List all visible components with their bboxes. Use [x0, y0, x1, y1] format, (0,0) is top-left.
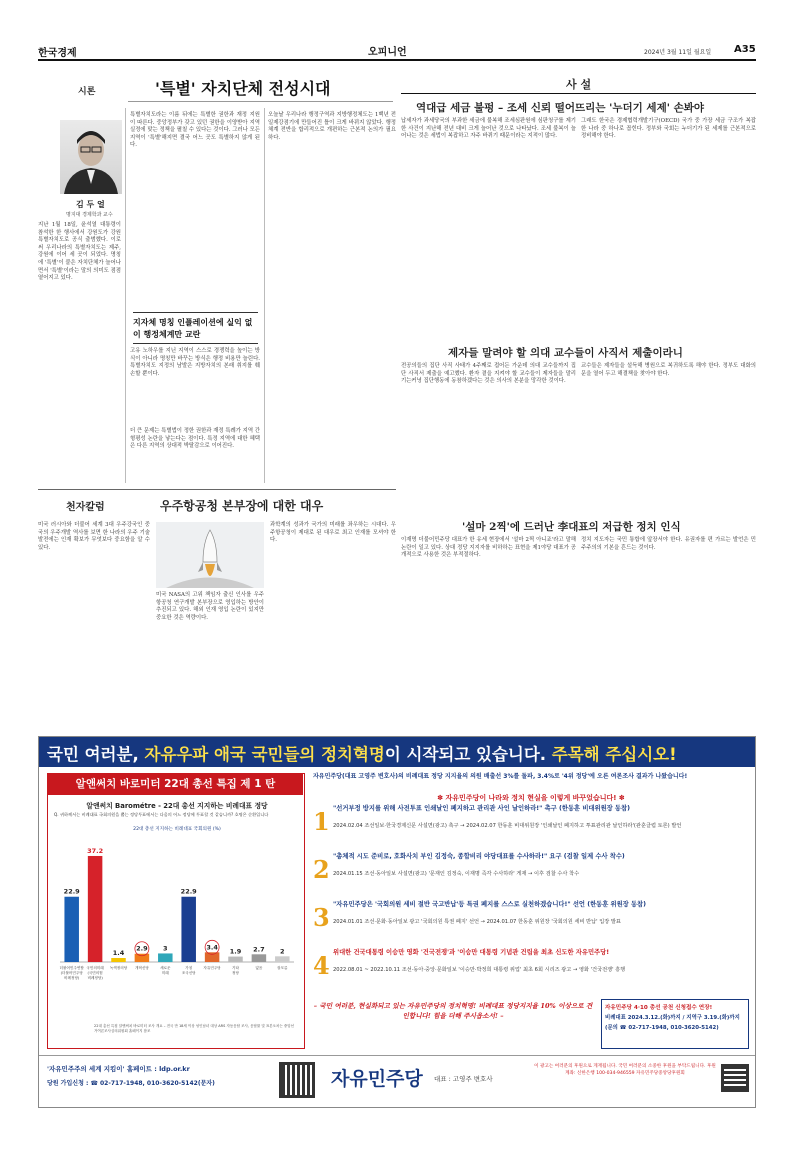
party-representative: 대표 : 고영주 변호사	[434, 1075, 493, 1083]
editorial-body-3b: 정치 지도자는 국민 통합에 앞장서야 한다. 유권자를 편 가르는 발언은 민주주의의 기본을 흔드는 것이다.	[581, 537, 756, 551]
editorial-title-2: 제자들 말려야 할 의대 교수들이 사직서 제출이라니	[448, 347, 683, 359]
point-number: 2	[313, 855, 330, 884]
point-body: 2024.01.01 조선·문화·동아일보 광고 '국회의원 특권 폐지' 선언 → 2024.01.07 한동훈 위원장 '국회의원 세비 반납' 입장 발표	[333, 919, 621, 925]
column-body-5: 오늘날 우리나라 행정구역과 지방행정체도는 1백년 전 일제강점기에 만들어진 틀이 크게 바뀌지 않았다. 행정체계 전반을 합리적으로 개편하는 근본적 논의가 필요하다.	[268, 112, 398, 141]
chart-category-label: 국민의미래 (국민의힘 비례정당)	[86, 966, 104, 980]
ad-headline-highlight: 자유우파 애국 국민들의 정치혁명	[144, 745, 385, 764]
poll-caption: 22대 총선 지지하는 비례대표 국회의원 (%)	[133, 827, 221, 832]
header-rule	[38, 59, 756, 61]
editorial-rule	[401, 93, 756, 94]
donation-notice: 이 광고는 여러분의 후원으로 게재됩니다. 국민 여러분의 소중한 후원을 부탁드립니다. 후원계좌: 신한은행 100-034-946559 자유민주당중앙당후원회	[534, 1064, 716, 1076]
point-heading: "선거부정 방지를 위해 사전투표 인쇄날인 폐지하고 관리관 사인 날인하라!" 촉구 (한동훈 비대위원장 동참)	[333, 805, 630, 812]
editorial-body-2b: 교수들은 제자들을 설득해 병원으로 복귀하도록 해야 한다. 정부도 대화의 문을 열어 두고 해결책을 찾아야 한다.	[581, 363, 758, 377]
chart-category-label: 녹색정의당	[109, 966, 128, 970]
party-logo-name: 자유민주당	[331, 1068, 423, 1090]
qr-code-icon[interactable]	[279, 1062, 315, 1098]
ad-headline-part: 이 시작되고 있습니다.	[384, 745, 552, 764]
chart-data-label: 1.9	[229, 947, 242, 956]
chart-category-label: 새로운 미래	[160, 966, 171, 975]
chart-bar	[135, 954, 150, 962]
chart-bar	[205, 952, 220, 962]
ad-point-1	[313, 805, 749, 851]
chart-bar	[111, 958, 126, 962]
column2-body-3: 과학계의 성과가 국가의 미래를 좌우하는 시대다. 우주항공청이 제대로 된 대우로 최고 인재를 모셔야 한다.	[270, 522, 396, 544]
chart-data-label: 3.4	[206, 943, 218, 952]
column-title-rule	[128, 101, 393, 102]
editorial-title-3: '설마 2찍'에 드러난 李대표의 저급한 정치 인식	[462, 521, 681, 533]
registration-box	[601, 999, 749, 1049]
ad-headline-part: 국민 여러분,	[47, 745, 145, 764]
author-name: 김 두 얼	[76, 199, 105, 209]
point-number: 4	[313, 951, 330, 980]
editorial-body-1b: 그래도 한국은 경제협력개발기구(OECD) 국가 중 가장 세금 구조가 복잡한 나라 중 하나로 꼽힌다. 정부와 국회는 누더기가 된 세제를 근본적으로 정비해야 한다.	[581, 118, 758, 140]
ad-intro: 자유민주당(대표 고영주 변호사)의 비례대표 정당 지지율의 의원 배출선 3%를 돌파, 3.4%로 '4위 정당'에 오른 여론조사 결과가 나왔습니다!	[313, 773, 688, 780]
point-body: 2022.08.01 ~ 2022.10.11 조선·동아·중앙·문화일보 '이승만·박정희 대통령 위업' 최초 6회 시리즈 광고 → 영화 '건국전쟁' 흥행	[333, 967, 626, 973]
chart-category-label: 자유민주당	[203, 966, 221, 970]
ad-headline	[47, 741, 749, 765]
editorial-body-3a: 이재명 더불어민주당 대표가 한 유세 현장에서 '설마 2찍 아니죠'라고 말해 논란이 일고 있다. 상대 정당 지지자를 비하하는 표현을 제1야당 대표가 공개적으로 사용한 것은 부적절하다.	[401, 537, 578, 559]
point-number: 1	[313, 807, 330, 836]
chart-category-label: 잘모름	[277, 966, 288, 970]
chart-data-label: 2.9	[136, 944, 148, 953]
section-rule	[38, 489, 396, 490]
chart-category-label: 개혁신당	[134, 966, 149, 970]
footer-slogan: '자유민주주의 세계 지킴이' 홈페이트 : ldp.or.kr	[47, 1065, 190, 1073]
column-divider	[264, 108, 265, 483]
poll-note: 22대 총선 특집 알앤써치 바로미터 조사 개요 – 전국 만 18세 이상 성인남녀 대상 ARS 자동응답 조사, 응답률 및 표본오차는 중앙선거여론조사심의위원회 홈페이지 참조	[94, 1024, 294, 1033]
chart-data-label: 1.4	[112, 949, 125, 958]
chart-data-label: 2	[280, 947, 285, 956]
point-heading: "자유민주당은 '국회의원 세비 절반 국고반납'등 특권 폐지를 스스로 실천하겠습니다!" 선언 (한동훈 위원장 동참)	[333, 901, 646, 908]
masthead-title: 한국경제	[38, 48, 77, 59]
column2-body-1: 미국 러시아와 더불어 세계 3대 우주강국인 중국의 우주개발 역사를 보면 한 나라의 우주 기술 발전에는 인재 확보가 무엇보다 중요함을 알 수 있다.	[38, 522, 152, 551]
registration-detail: 비례대표 2024.3.12.(화)까지 / 지역구 3.19.(화)까지	[605, 1015, 740, 1021]
chart-category-label: 없음	[255, 966, 263, 970]
column-subhead: 지자체 명칭 인플레이션에 실익 없이 행정체계만 교란	[133, 312, 258, 344]
column-body-1: 지난 1월 18일, 윤석열 대통령이 참석한 한 행사에서 강원도가 강원특별자치도로 공식 출범했다. 이로써 우리나라의 특별자치도는 제주, 강원에 이어 세 곳이 되었다. 명칭에 '특별'이 붙은 자치단체가 늘어나면서 '특별'이라는 말의 의미도 점점 옅어지고 있다.	[38, 222, 123, 282]
chart-bar	[64, 897, 79, 962]
editorial-body-1a: 납세자가 과세당국의 부과한 세금에 불복해 조세심판원에 심판청구를 제기한 사건이 지난해 전년 대비 크게 늘어난 것으로 나타났다. 조세 불복이 늘어나는 것은 세법이 복잡하고 자주 바뀌기 때문이라는 지적이 많다.	[401, 118, 576, 140]
chart-category-label: 기타 정당	[232, 966, 239, 975]
chart-bar	[252, 954, 267, 962]
column-body-3: 고유 노하우를 지닌 지역이 스스로 경쟁력을 높이는 방식이 아니라 명칭만 바꾸는 방식은 행정 비용만 늘린다. 특별자치도 지정의 남발은 지방자치의 본래 취지를 훼손할 뿐이다.	[130, 348, 262, 377]
column-title: '특별' 자치단체 전성시대	[155, 79, 331, 98]
poll-question: Q. 귀하께서는 비례대표 국회의원을 뽑는 정당투표에서는 다음의 어느 정당에 투표할 것 같습니까? 호명은 순환입니다	[54, 812, 269, 817]
point-body: 2024.01.15 조선·동아일보 사설면(광고) '문재인 김정숙, 이재명 즉각 수사하라' 게재 → 이후 검찰 수사 착수	[333, 871, 580, 877]
registration-title: 자유민주당 4·10 총선 공천 신청접수 연장!	[605, 1005, 713, 1011]
chart-bar	[88, 856, 103, 962]
ad-point-4	[313, 949, 749, 995]
author-title: 명지대 경제학과 교수	[66, 212, 113, 218]
column-body-2: 특별자치도라는 이름 뒤에는 특별한 권한과 재정 지원이 따른다. 중앙정부가 갖고 있던 권한을 이양받아 지역 실정에 맞는 정책을 펼칠 수 있다는 것이다. 그러나 모든 지역이 '특별'해지면 결국 어느 곳도 특별하지 않게 된다.	[130, 112, 262, 149]
editorial-body-2a: 전공의들의 집단 사직 사태가 4주째로 접어든 가운데 의대 교수들까지 집단 사직서 제출을 예고했다. 환자 곁을 지켜야 할 교수들이 제자들을 말리기는커녕 집단행동에 동참하겠다는 것은 의사의 본분을 망각한 것이다.	[401, 363, 576, 385]
chart-data-label: 37.2	[87, 846, 104, 855]
column2-label: 천자칼럼	[66, 502, 105, 513]
point-heading: 위대한 건국대통령 이승만 영화 '건국전쟁'과 '이승만 대통령 기념관 건립을 최초 신도한 자유민주당!	[333, 949, 610, 956]
author-photo	[60, 120, 122, 194]
issue-date: 2024년 3월 11일 월요일	[644, 49, 712, 56]
registration-phone: (문의 ☎ 02-717-1948, 010-3620-5142)	[605, 1025, 719, 1031]
ad-headline-highlight: 주목해 주십시오!	[551, 745, 677, 764]
chart-category-label: 더불어민주연합 (더불어민주당 비례정당)	[59, 966, 84, 980]
qr-code-icon[interactable]	[721, 1064, 749, 1092]
ad-footer	[39, 1055, 755, 1107]
chart-bar	[158, 953, 173, 962]
column-body-4: 더 큰 문제는 특별법이 정한 권한과 재정 특례가 지역 간 형평성 논란을 낳는다는 점이다. 특정 지역에 대한 혜택은 다른 지역의 상대적 박탈감으로 이어진다.	[130, 428, 262, 450]
chart-category-label: 가칭 조국신당	[181, 966, 196, 975]
poll-box	[47, 773, 305, 1049]
column2-title: 우주항공청 본부장에 대한 대우	[160, 499, 324, 513]
chart-data-label: 2.7	[253, 945, 265, 954]
point-number: 3	[313, 903, 330, 932]
column2-body-2: 미국 NASA의 고위 책임자 출신 인사를 우주항공청 연구개발 본부장으로 영입하는 방안이 추진되고 있다. 해외 인재 영입 논란이 있지만 중요한 것은 역량이다.	[156, 592, 266, 621]
editorial-title-1: 역대급 세금 불펑 – 조세 신뢰 떨어뜨리는 '누더기 세제' 손봐야	[416, 102, 705, 114]
section-title: 오피니언	[368, 47, 407, 58]
poll-subtitle: 알앤써치 Barométre - 22대 총선 지지하는 비례대표 정당	[86, 802, 268, 810]
ad-subheading: ✽ 자유민주당이 나라와 정치 현실을 이렇게 바꾸었습니다! ✽	[437, 794, 625, 802]
footer-contact: 당원 가입신청 : ☎ 02-717-1948, 010-3620-5142(문자)	[47, 1080, 215, 1087]
chart-data-label: 3	[163, 944, 168, 953]
ad-container	[38, 736, 756, 1108]
ad-slogan: – 국민 여러분, 현실화되고 있는 자유민주당의 정치혁명! 비례대표 정당지지율 10% 이상으로 견인합니다! 힘을 더해 주시옵소서! –	[313, 1002, 593, 1020]
point-heading: "총체적 시도 준비로, 호화사치 부인 김정숙, 종합비리 야당대표를 수사하라!" 요구 (검찰 일제 수사 착수)	[333, 853, 625, 860]
page-number: A35	[734, 44, 756, 55]
chart-data-label: 22.9	[63, 887, 80, 896]
chart-bar	[181, 897, 196, 962]
point-body: 2024.02.04 조선일보·한국경제신문 사설면(광고) 촉구 → 2024.02.07 한동훈 비대위원장 '인쇄날인 폐지하고 투표관리관 날인하라'(관훈클럽 토론) 발언	[333, 823, 682, 829]
chart-data-label: 22.9	[180, 887, 197, 896]
column-divider	[125, 108, 126, 483]
ad-point-2	[313, 853, 749, 899]
chart-bar	[228, 957, 243, 962]
ad-point-3	[313, 901, 749, 947]
editorial-label: 사 설	[566, 78, 592, 91]
chart-bar	[275, 956, 290, 962]
poll-chart	[52, 834, 302, 1020]
column-label: 시론	[78, 87, 96, 97]
poll-box-title: 알앤써치 바로미터 22대 총선 특집 제 1 탄	[48, 774, 303, 795]
rocket-illustration	[156, 522, 264, 588]
